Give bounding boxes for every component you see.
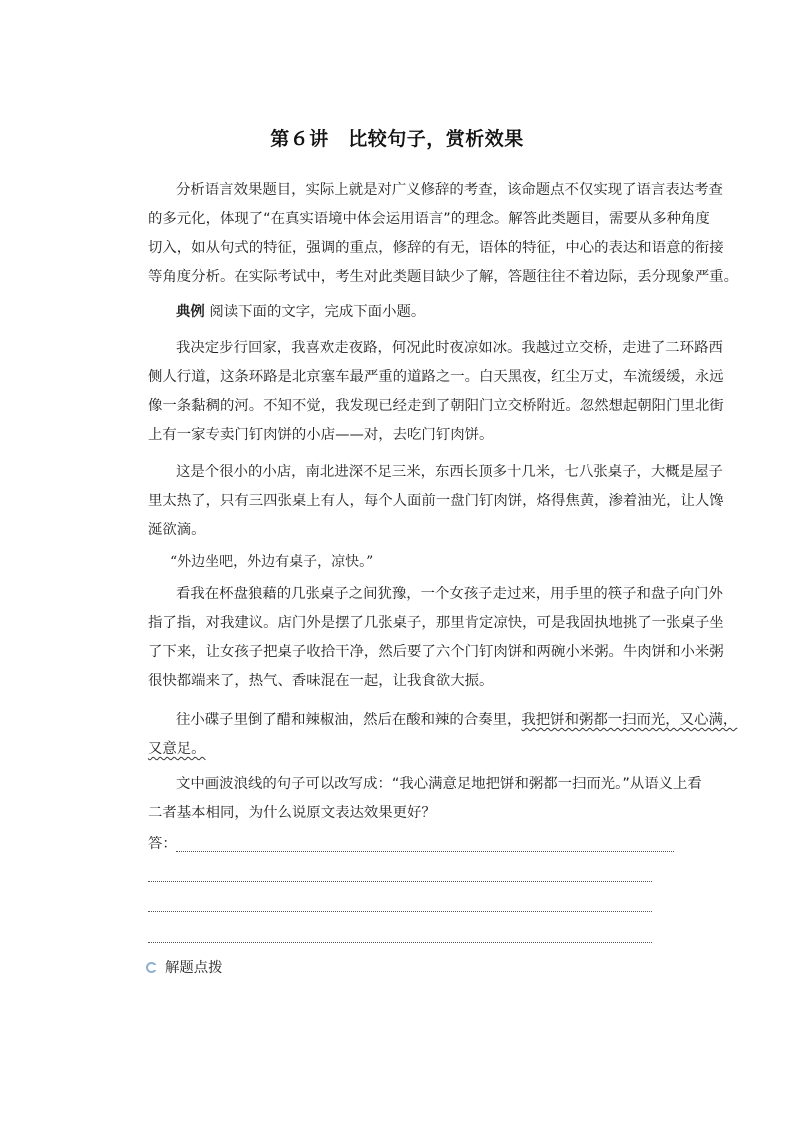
question-line-1: 文中画波浪线的句子可以改写成：“我心满意足地把饼和粥都一扫而光。”从语义上看 [176, 776, 702, 792]
page-title: 第６讲 比较句子，赏析效果 [270, 128, 524, 150]
intro-line-3: 切入，如从句式的特征，强调的重点，修辞的有无，语体的特征，中心的表达和语意的衔接 [148, 240, 724, 256]
example-instruction: 阅读下面的文字，完成下面小题。 [209, 304, 426, 320]
passage-paragraph-1 [148, 334, 724, 450]
tip-heading [146, 958, 223, 978]
passage-3-line-2: 指了指，对我建议。店门外是摆了几张桌子，那里肯定凉快，可是我固执地挑了一张桌子坐 [148, 615, 724, 631]
passage-3-line-4: 很快都端来了，热气、香味混在一起，让我食欲大振。 [148, 673, 494, 689]
example-label: 典例 [176, 304, 205, 320]
answer-line-3[interactable] [148, 911, 652, 912]
question-paragraph [148, 770, 702, 828]
intro-paragraph [148, 176, 739, 292]
passage-1-line-3: 像一条黏稠的河。不知不觉，我发现已经走到了朝阳门立交桥附近。忽然想起朝阳门里北街 [148, 398, 724, 414]
circle-c-icon [146, 962, 157, 973]
answer-label: 答： [148, 836, 177, 852]
answer-line-4[interactable] [148, 942, 652, 943]
intro-line-1: 分析语言效果题目，实际上就是对广义修辞的考查，该命题点不仅实现了语言表达考查 [176, 182, 723, 198]
tip-label: 解题点拨 [165, 960, 223, 976]
passage-paragraph-4 [148, 706, 738, 764]
wavy-underlined-sentence-part-2: 又意足。 [148, 741, 206, 757]
example-heading [176, 298, 678, 327]
passage-3-line-1: 看我在杯盘狼藉的几张桌子之间犹豫，一个女孩子走过来，用手里的筷子和盘子向门外 [176, 586, 723, 602]
answer-line-2[interactable] [148, 881, 652, 882]
passage-paragraph-2 [148, 458, 724, 545]
intro-line-2: 的多元化，体现了“在真实语境中体会运用语言”的理念。解答此类题目，需要从多种角度 [148, 211, 710, 227]
intro-line-4: 等角度分析。在实际考试中，考生对此类题目缺少了解，答题往往不着边际，丢分现象严重。 [148, 269, 739, 285]
passage-4-plain: 往小碟子里倒了醋和辣椒油，然后在酸和辣的合奏里， [176, 712, 522, 728]
passage-2-line-2: 里太热了，只有三四张桌上有人，每个人面前一盘门钉肉饼，烙得焦黄，渗着油光，让人馋 [148, 493, 724, 509]
question-line-2: 二者基本相同，为什么说原文表达效果更好？ [148, 805, 436, 821]
answer-line-1[interactable] [176, 851, 674, 852]
passage-2-line-1: 这是个很小的小店，南北进深不足三米，东西长顶多十几米，七八张桌子，大概是屋子 [176, 464, 723, 480]
passage-2-line-3: 涎欲滴。 [148, 522, 206, 538]
passage-3-line-3: 了下来，让女孩子把桌子收拾干净，然后要了六个门钉肉饼和两碗小米粥。牛肉饼和小米粥 [148, 644, 724, 660]
passage-1-line-2: 侧人行道，这条环路是北京塞车最严重的道路之一。白天黑夜，红尘万丈，车流缓缓，永远 [148, 369, 724, 385]
dialogue-quote: “外边坐吧，外边有桌子，凉快。” [170, 554, 374, 570]
passage-paragraph-3 [148, 580, 724, 696]
wavy-underlined-sentence-part-1: 我把饼和粥都一扫而光，又心满， [521, 712, 738, 728]
passage-1-line-1: 我决定步行回家，我喜欢走夜路，何况此时夜凉如冰。我越过立交桥，走进了二环路西 [176, 340, 723, 356]
passage-1-line-4: 上有一家专卖门钉肉饼的小店——对，去吃门钉肉饼。 [148, 427, 494, 443]
